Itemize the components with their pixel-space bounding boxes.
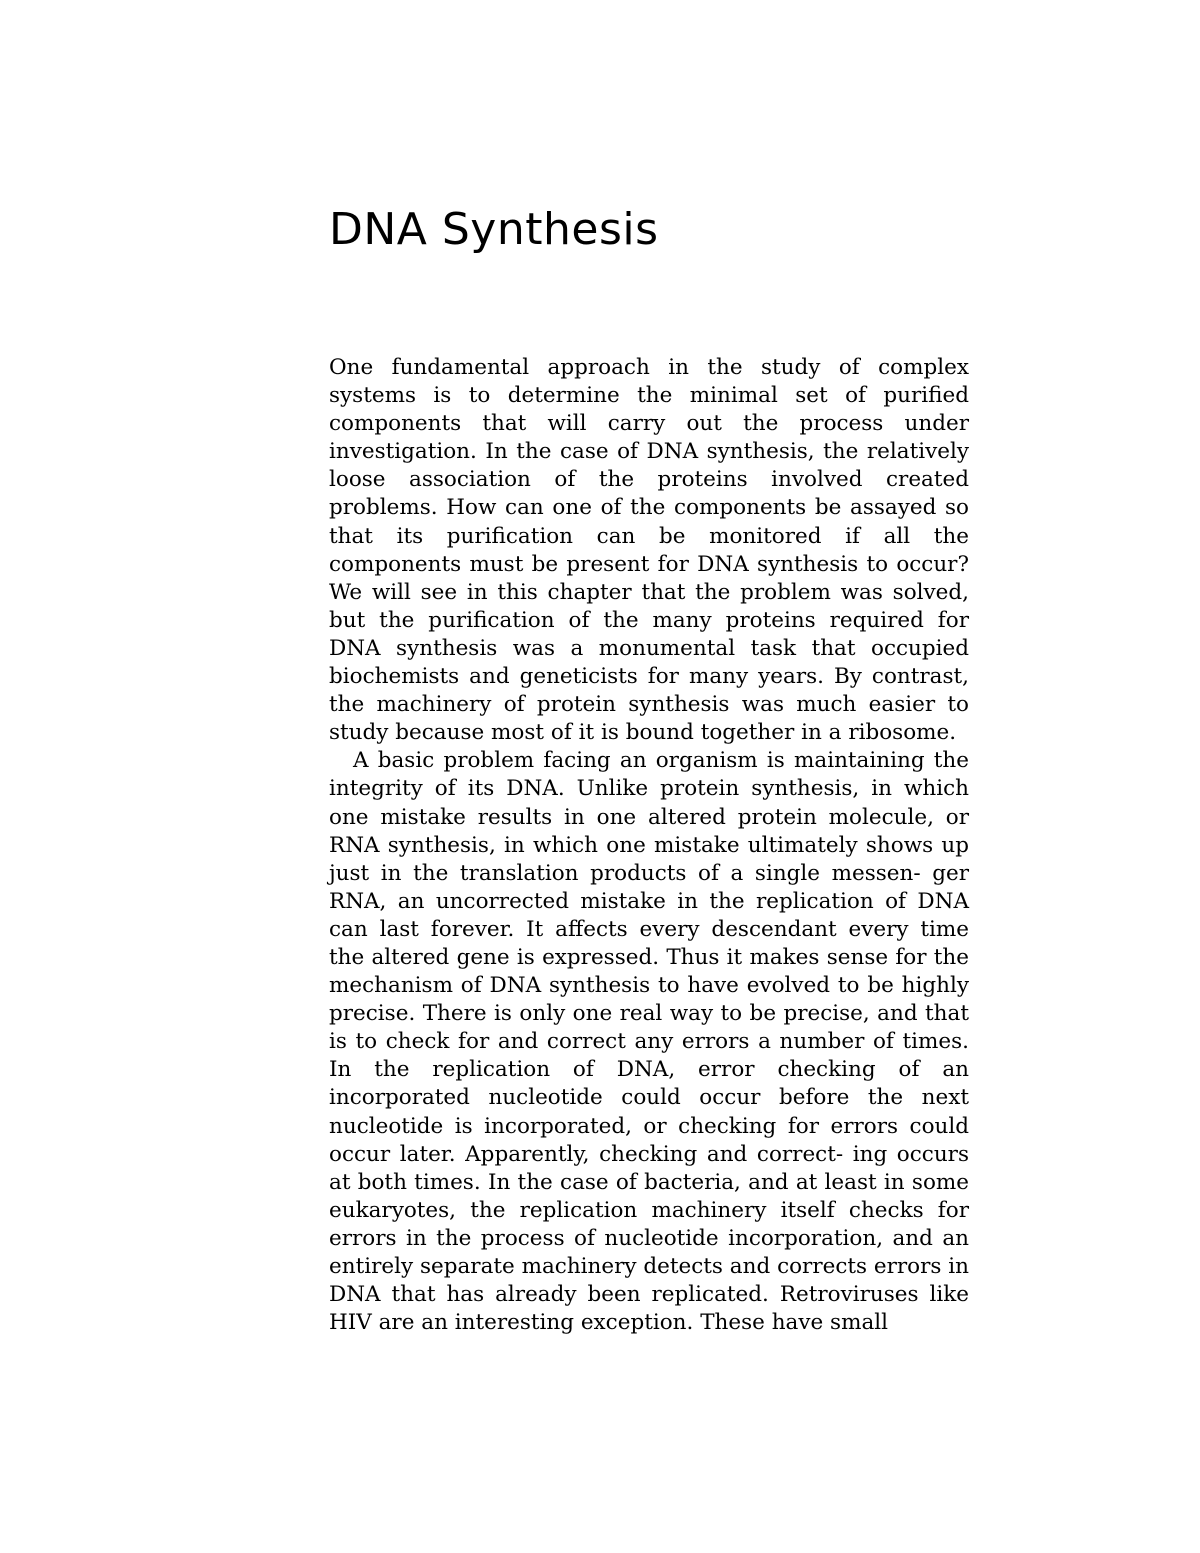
body-text [329, 354, 969, 1337]
paragraph-2: A basic problem facing an organism is maintaining the integrity of its DNA. Unlike protein synthesis, in which one mistake results in one altered protein molecule, or RNA synthesis, in which one mistake ultimately shows up just in the translation products of a single messen- ger RNA, an uncorrected mistake in the replication of DNA can last forever. It affects every descendant every time the altered gene is expressed. Thus it makes sense for the mechanism of DNA synthesis to have evolved to be highly precise. There is only one real way to be precise, and that is to check for and correct any errors a number of times. In the replication of DNA, error checking of an incorporated nucleotide could occur before the next nucleotide is incorporated, or checking for errors could occur later. Apparently, checking and correct- ing occurs at both times. In the case of bacteria, and at least in some eukaryotes, the replication machinery itself checks for errors in the process of nucleotide incorporation, and an entirely separate machinery detects and corrects errors in DNA that has already been replicated. Retroviruses like HIV are an interesting exception. These have small [329, 748, 969, 1336]
chapter-title: DNA Synthesis [329, 204, 659, 255]
paragraph-1: One fundamental approach in the study of complex systems is to determine the minimal set of purified components that will carry out the process under investigation. In the case of DNA synthesis, the relatively loose association of the proteins involved created problems. How can one of the components be assayed so that its purification can be monitored if all the components must be present for DNA synthesis to occur? We will see in this chapter that the problem was solved, but the purification of the many proteins required for DNA synthesis was a monumental task that occupied biochemists and geneticists for many years. By contrast, the machinery of protein synthesis was much easier to study because most of it is bound together in a ribosome. [329, 355, 969, 746]
